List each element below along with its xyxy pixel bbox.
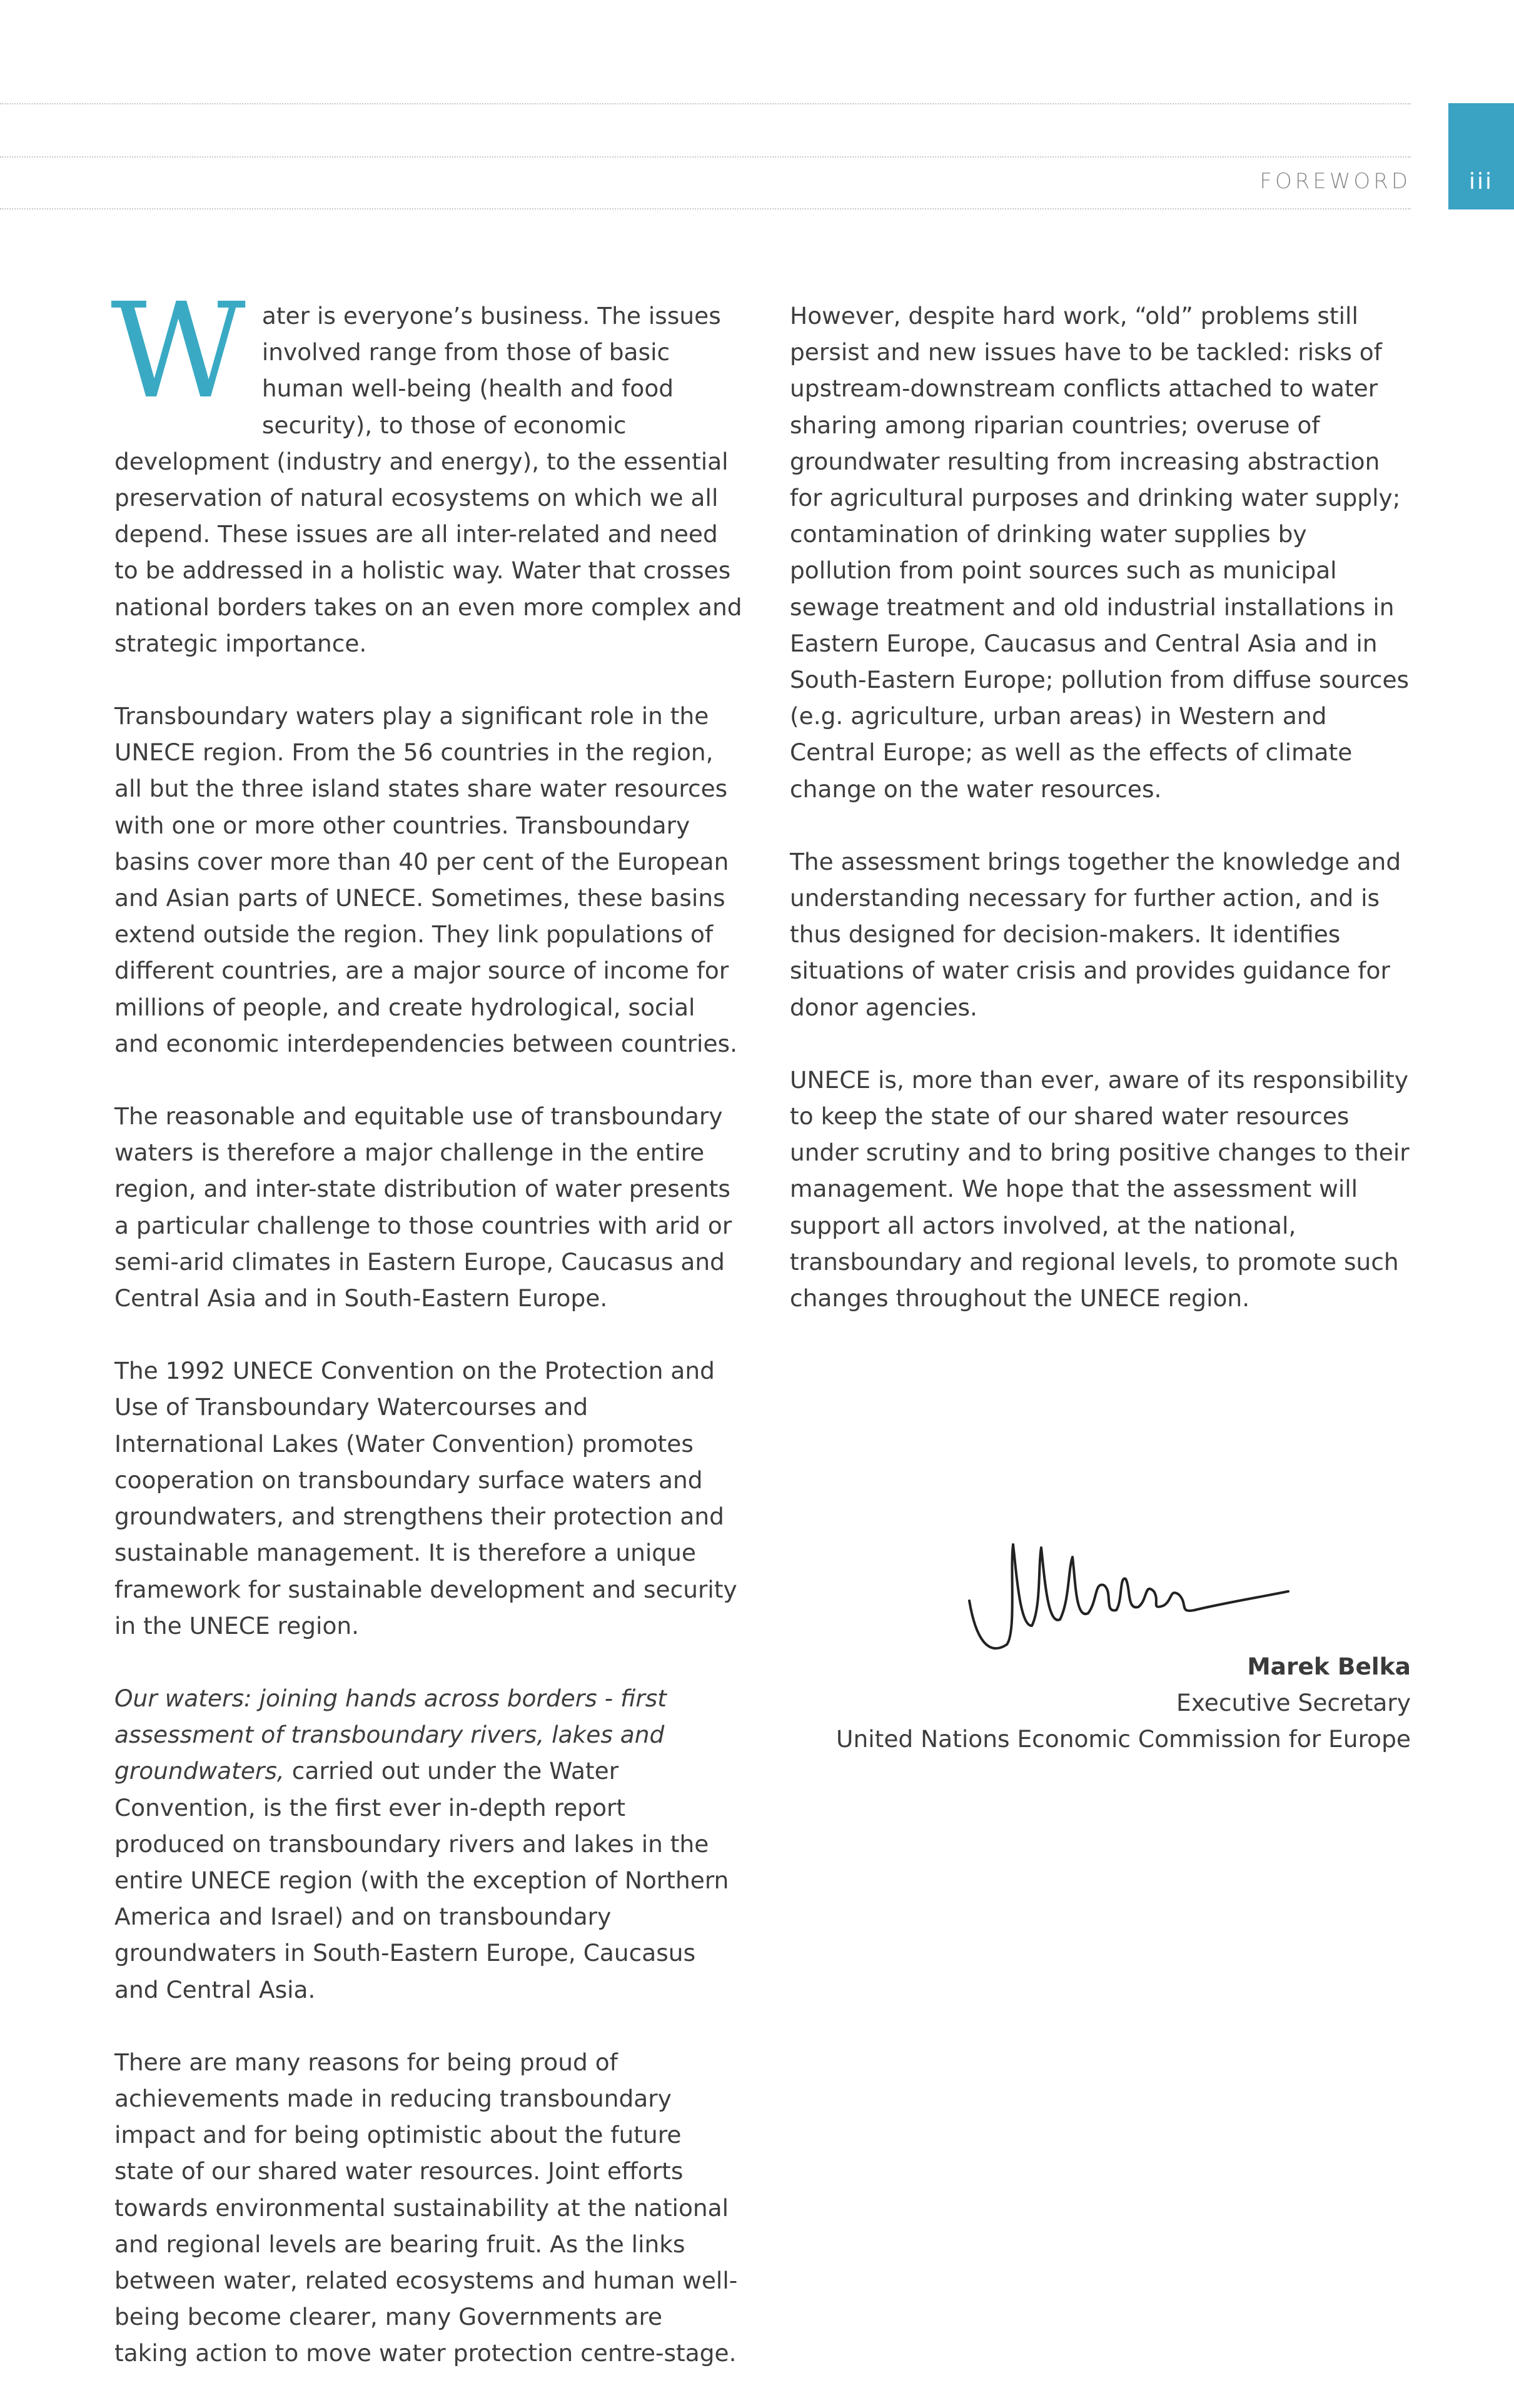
signature-block — [836, 1648, 1411, 1758]
page-number-tab: iii — [1448, 103, 1514, 209]
paragraph-6: There are many reasons for being proud of achievements made in reducing transboundary impact and for being optimistic about the future state of our shared water resources. Joint efforts towards environmental sustainability at the national and regional levels are bearing fruit. As the links between water, related ecosystems and human well-being become clearer, many Governments are taking action to move water protection centre-stage. — [114, 2048, 738, 2367]
paragraph-9: UNECE is, more than ever, aware of its responsibility to keep the state of our shared water resources under scrutiny and to bring positive changes to their management. We hope that the assessment will support all actors involved, at the national, transboundary and regional levels, to promote such changes throughout the UNECE region. — [790, 1065, 1410, 1312]
left-column — [111, 275, 743, 2408]
report-title: Our waters: joining hands across borders - first assessment of transboundary rivers, lakes and groundwaters, — [114, 1684, 667, 1785]
top-rule — [0, 103, 1411, 104]
paragraph-1-text: ater is everyone’s business. The issues involved range from those of basic human well-being (health and food security), to those of economic development (industry and energy), to the essential preservation of natural ecosystems on which we all depend. These issues are all inter-related and need to be addressed in a holistic way. Water that crosses national borders takes on an even more complex and strategic importance. — [114, 302, 742, 657]
drop-cap: W — [111, 275, 246, 428]
paragraph-5-text: carried out under the Water Convention, is the first ever in-depth report produced on transboundary rivers and lakes in the entire UNECE region (with the exception of Northern America and Israel) and on transboundary groundwaters in South-Eastern Europe, Caucasus and Central Asia. — [114, 1757, 729, 2003]
paragraph-4: The 1992 UNECE Convention on the Protection and Use of Transboundary Watercourses and International Lakes (Water Convention) promotes cooperation on transboundary surface waters and groundwaters, and strengthens their protection and sustainable management. It is therefore a unique framework for sustainable development and security in the UNECE region. — [114, 1357, 737, 1640]
header-rule — [0, 208, 1411, 209]
middle-rule — [0, 156, 1411, 158]
paragraph-3: The reasonable and equitable use of transboundary waters is therefore a major challenge in the entire region, and inter-state distribution of water presents a particular challenge to those countries with arid or semi-arid climates in Eastern Europe, Caucasus and Central Asia and in South-Eastern Europe. — [114, 1102, 732, 1312]
signatory-title: Executive Secretary — [1176, 1689, 1411, 1717]
paragraph-8: The assessment brings together the knowledge and understanding necessary for further action, and is thus designed for decision-makers. It identifies situations of water crisis and provides guidance for donor agencies. — [790, 847, 1401, 1021]
section-title: FOREWORD — [1259, 169, 1411, 194]
signatory-name: Marek Belka — [1247, 1653, 1411, 1680]
signatory-organization: United Nations Economic Commission for Europe — [836, 1725, 1411, 1753]
paragraph-5 — [114, 1680, 743, 2008]
paragraph-7: However, despite hard work, “old” problems still persist and new issues have to be tackled: risks of upstream-downstream conflicts attached to water sharing among riparian countries; overuse of groundwater resulting from increasing abstraction for agricultural purposes and drinking water supply; contamination of drinking water supplies by pollution from point sources such as municipal sewage treatment and old industrial installations in Eastern Europe, Caucasus and Central Asia and in South-Eastern Europe; pollution from diffuse sources (e.g. agriculture, urban areas) in Western and Central Europe; as well as the effects of climate change on the water resources. — [790, 302, 1410, 803]
right-column — [790, 298, 1415, 1353]
paragraph-1 — [111, 275, 743, 662]
paragraph-2: Transboundary waters play a significant role in the UNECE region. From the 56 countries in the region, all but the three island states share water resources with one or more other countries. Transboundary basins cover more than 40 per cent of the European and Asian parts of UNECE. Sometimes, these basins extend outside the region. They link populations of different countries, are a major source of income for millions of people, and create hydrological, social and economic interdependencies between countries. — [114, 702, 737, 1057]
